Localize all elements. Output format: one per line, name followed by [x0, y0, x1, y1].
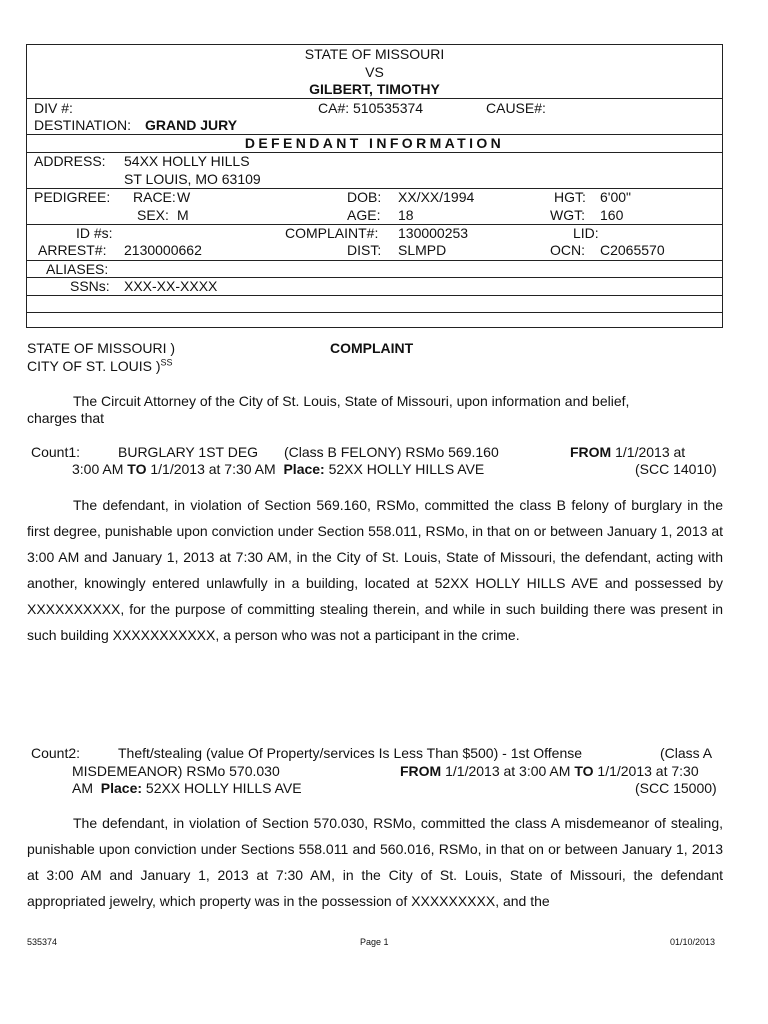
count1-place-label: Place: [283, 461, 325, 477]
ocn-value: C2065570 [600, 242, 665, 258]
age-label: AGE: [347, 207, 381, 223]
address-line2: ST LOUIS, MO 63109 [124, 171, 261, 187]
sex-value: M [177, 207, 189, 223]
count2-place-value: 52XX HOLLY HILLS AVE [145, 780, 302, 796]
ocn-label: OCN: [550, 242, 585, 258]
address-line1: 54XX HOLLY HILLS [124, 153, 250, 169]
intro-line2: charges that [27, 410, 105, 426]
venue-city [27, 358, 173, 375]
count1-class: (Class B FELONY) RSMo 569.160 [284, 444, 499, 460]
count2-from-value: 1/1/2013 at 3:00 AM [445, 763, 571, 779]
destination-value: GRAND JURY [145, 117, 238, 133]
count1-from [570, 444, 685, 461]
count2-from-label: FROM [400, 763, 442, 779]
count2-class-start: (Class A [660, 745, 713, 761]
count2-label: Count2: [31, 745, 81, 761]
footer-date: 01/10/2013 [670, 937, 716, 947]
venue-state: STATE OF MISSOURI ) [27, 340, 176, 356]
count2-line3 [72, 780, 302, 797]
ssns-value: XXX-XX-XXXX [124, 278, 218, 294]
destination-label: DESTINATION: [34, 117, 131, 133]
count2-scc: (SCC 15000) [635, 780, 717, 796]
hgt-label: HGT: [554, 189, 586, 205]
race-label: RACE: [133, 189, 176, 205]
pedigree-label: PEDIGREE: [34, 189, 111, 205]
count2-offense: Theft/stealing (value Of Property/services Is Less Than $500) - 1st Offense [118, 745, 583, 761]
footer-doc-id: 535374 [27, 937, 58, 947]
complaint-number-label: COMPLAINT#: [285, 225, 379, 241]
count1-paragraph: The defendant, in violation of Section 569.160, RSMo, committed the class B felony of burglary in the first degree, punishable upon conviction under Section 558.011, RSMo, in that on or between January 1, 2013 at 3:00 AM and January 1, 2013 at 7:30 AM, in the City of St. Louis, State of Missouri, the defendant, acting with another, knowingly entered unlawfully in a building, located at 52XX HOLLY HILLS AVE and possessed by XXXXXXXXXX, for the purpose of committing stealing therein, and while in such building there was present in such building XXXXXXXXXXX, a person who was not a participant in the crime. [27, 497, 723, 643]
cause-label: CAUSE#: [486, 100, 546, 116]
count1-offense: BURGLARY 1ST DEG [118, 444, 259, 460]
count2-paragraph: The defendant, in violation of Section 570.030, RSMo, committed the class A misdemeanor of stealing, punishable upon conviction under Sections 558.011 and 560.016, RSMo, in that on or between January 1, 2013 at 3:00 AM and January 1, 2013 at 7:30 AM, in the City of St. Louis, State of Missouri, the defendant appropriated jewelry, which property was in the possession of XXXXXXXXX, and the [27, 815, 723, 909]
count2-to-value: 1/1/2013 at 7:30 [597, 763, 699, 779]
wgt-value: 160 [600, 207, 624, 223]
complaint-title: COMPLAINT [330, 340, 414, 356]
age-value: 18 [398, 207, 414, 223]
vs-label: VS [365, 64, 384, 80]
count1-line2-start: 3:00 AM [72, 461, 124, 477]
ca-label: CA#: [318, 100, 350, 116]
count2-line2-start: MISDEMEANOR) RSMo 570.030 [72, 763, 280, 779]
arrest-label: ARREST#: [38, 242, 107, 258]
ids-label: ID #s: [76, 225, 113, 241]
complaint-number-value: 130000253 [398, 225, 469, 241]
race-value: W [177, 189, 191, 205]
count1-line2 [72, 461, 484, 478]
ssns-label: SSNs: [70, 278, 110, 294]
section-title: DEFENDANT INFORMATION [244, 135, 505, 151]
div-label: DIV #: [34, 100, 73, 116]
defendant-name: GILBERT, TIMOTHY [309, 81, 440, 97]
count1-label: Count1: [31, 444, 81, 460]
case-header-box [26, 44, 723, 328]
count1-scc: (SCC 14010) [635, 461, 717, 477]
venue-city-text: CITY OF ST. LOUIS ) [27, 358, 161, 374]
address-label: ADDRESS: [34, 153, 106, 169]
divider [27, 98, 722, 99]
sex-label: SEX: [137, 207, 169, 223]
divider [27, 312, 722, 313]
count2-place-label: Place: [100, 780, 143, 796]
lid-label: LID: [573, 225, 599, 241]
intro-line1: The Circuit Attorney of the City of St. Louis, State of Missouri, upon information and belief, [73, 393, 630, 409]
dist-label: DIST: [347, 242, 382, 258]
dob-label: DOB: [347, 189, 382, 205]
ca-value: 510535374 [353, 100, 424, 116]
aliases-label: ALIASES: [46, 261, 109, 277]
arrest-value: 2130000662 [124, 242, 202, 258]
count2-line3-start: AM [72, 780, 93, 796]
count2-from-to [400, 763, 699, 780]
divider [27, 260, 722, 261]
count1-place-value: 52XX HOLLY HILLS AVE [328, 461, 485, 477]
count1-from-label: FROM [570, 444, 612, 460]
count1-to-label: TO [127, 461, 147, 477]
ss-superscript: SS [160, 357, 173, 368]
divider [27, 295, 722, 296]
dob-value: XX/XX/1994 [398, 189, 475, 205]
count1-to-value: 1/1/2013 at 7:30 AM [150, 461, 276, 477]
count2-to-label: TO [574, 763, 594, 779]
hgt-value: 6'00" [600, 189, 632, 205]
count1-from-value: 1/1/2013 at [615, 444, 686, 460]
wgt-label: WGT: [550, 207, 585, 223]
dist-value: SLMPD [398, 242, 447, 258]
footer-page-number: Page 1 [360, 937, 389, 947]
state-title: STATE OF MISSOURI [304, 46, 445, 62]
